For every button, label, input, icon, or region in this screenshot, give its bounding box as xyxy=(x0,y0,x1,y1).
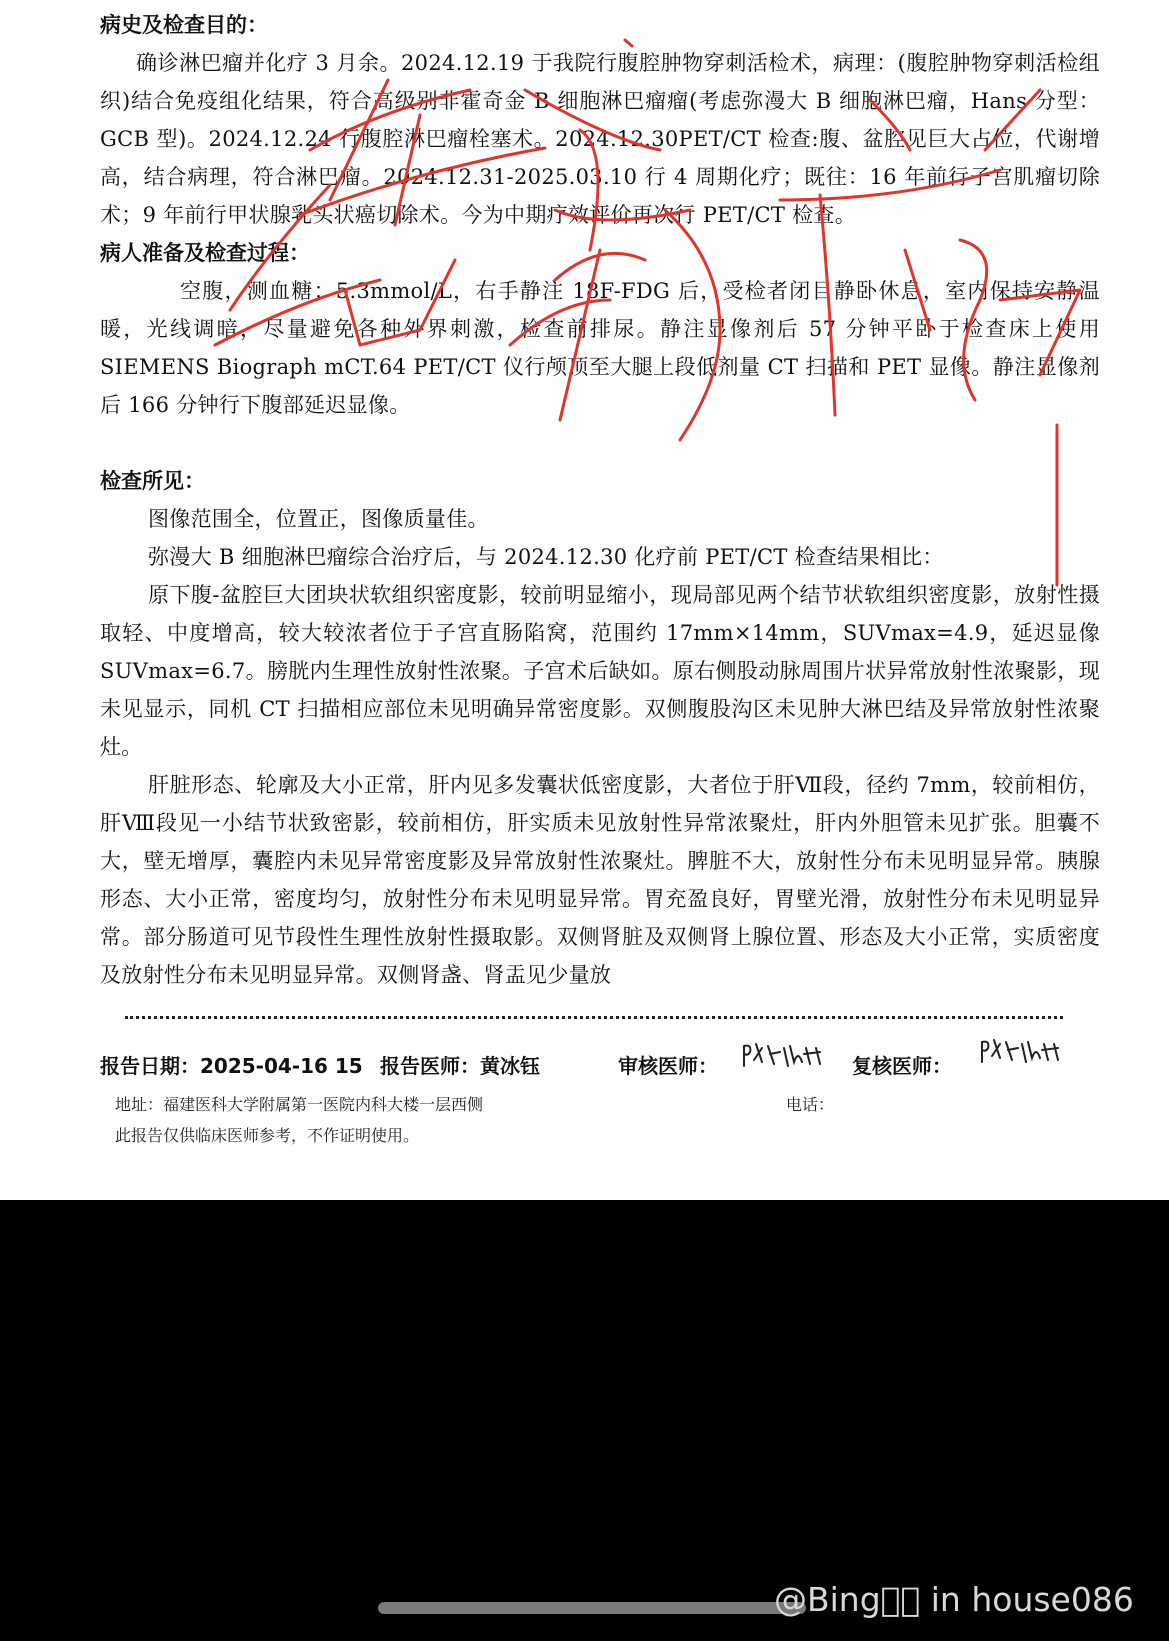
findings-paragraph-3: 原下腹-盆腔巨大团块状软组织密度影，较前明显缩小，现局部见两个结节状软组织密度影，放射性摄取轻、中度增高，较大较浓者位于子宫直肠陷窝，范围约 17mm×14mm，SUVmax=4.9，延迟显像 SUVmax=6.7。膀胱内生理性放射性浓聚。子宫术后缺如。原右侧股动脉周围片状异常放射性浓聚影，现未见显示，同机 CT 扫描相应部位未见明确异常密度影。双侧腹股沟区未见肿大淋巴结及异常放射性浓聚灶。 xyxy=(100,583,1100,759)
section-spacer xyxy=(100,424,1100,462)
report-doctor: 报告医师：黄冰钰 xyxy=(380,1054,540,1078)
report-date: 报告日期：2025-04-16 15 xyxy=(100,1054,363,1078)
footer-disclaimer: 此报告仅供临床医师参考，不作证明使用。 xyxy=(115,1126,420,1145)
footer-phone: 电话： xyxy=(786,1095,835,1114)
footer-address: 地址：福建医科大学附属第一医院内科大楼一层西侧 xyxy=(115,1095,484,1114)
watermark: @Bing   in house086 xyxy=(774,1580,1134,1619)
prep-heading: 病人准备及检查过程： xyxy=(100,241,310,265)
findings-paragraph-1: 图像范围全，位置正，图像质量佳。 xyxy=(148,507,489,531)
recheck-doctor-label: 复核医师： xyxy=(852,1054,952,1078)
scroll-indicator[interactable] xyxy=(378,1602,806,1614)
recheck-signature xyxy=(978,1036,1068,1072)
report-body xyxy=(100,6,1100,994)
findings-heading: 检查所见： xyxy=(100,469,205,493)
findings-paragraph-2: 弥漫大 B 细胞淋巴瘤综合治疗后，与 2024.12.30 化疗前 PET/CT 检查结果相比： xyxy=(148,545,944,569)
history-text: 确诊淋巴瘤并化疗 3 月余。2024.12.19 于我院行腹腔肿物穿刺活检术，病理：(腹腔肿物穿刺活检组织)结合免疫组化结果，符合高级别非霍奇金 B 细胞淋巴瘤瘤(考虑弥漫大 B 细胞淋巴瘤，Hans 分型： GCB 型)。2024.12.24 行腹腔淋巴瘤栓塞术。2024.12.30PET/CT 检查:腹、盆腔见巨大占位，代谢增高，结合病理，符合淋巴瘤。2024.12.31-2025.03.10 行 4 周期化疗；既往：16 年前行子宫肌瘤切除术；9 年前行甲状腺乳头状癌切除术。今为中期疗效评价再次行 PET/CT 检查。 xyxy=(100,51,1100,227)
prep-text: 空腹，测血糖：5.3mmol/L，右手静注 18F-FDG 后，受检者闭目静卧休息，室内保持安静温暖，光线调暗，尽量避免各种外界刺激，检查前排尿。静注显像剂后 57 分钟平卧于检查床上使用 SIEMENS Biograph mCT.64 PET/CT 仪行颅顶至大腿上段低剂量 CT 扫描和 PET 显像。静注显像剂后 166 分钟行下腹部延迟显像。 xyxy=(100,279,1100,417)
review-signature xyxy=(740,1040,830,1076)
dotted-divider xyxy=(125,1016,1063,1025)
history-heading: 病史及检查目的： xyxy=(100,13,268,37)
review-doctor-label: 审核医师： xyxy=(618,1054,718,1078)
findings-paragraph-4: 肝脏形态、轮廓及大小正常，肝内见多发囊状低密度影，大者位于肝Ⅶ段，径约 7mm，较前相仿，肝Ⅷ段见一小结节状致密影，较前相仿，肝实质未见放射性异常浓聚灶，肝内外胆管未见扩张。胆囊不大，壁无增厚，囊腔内未见异常密度影及异常放射性浓聚灶。脾脏不大，放射性分布未见明显异常。胰腺形态、大小正常，密度均匀，放射性分布未见明显异常。胃充盈良好，胃壁光滑，放射性分布未见明显异常。部分肠道可见节段性生理性放射性摄取影。双侧肾脏及双侧肾上腺位置、形态及大小正常，实质密度及放射性分布未见明显异常。双侧肾盏、肾盂见少量放 xyxy=(100,773,1100,987)
